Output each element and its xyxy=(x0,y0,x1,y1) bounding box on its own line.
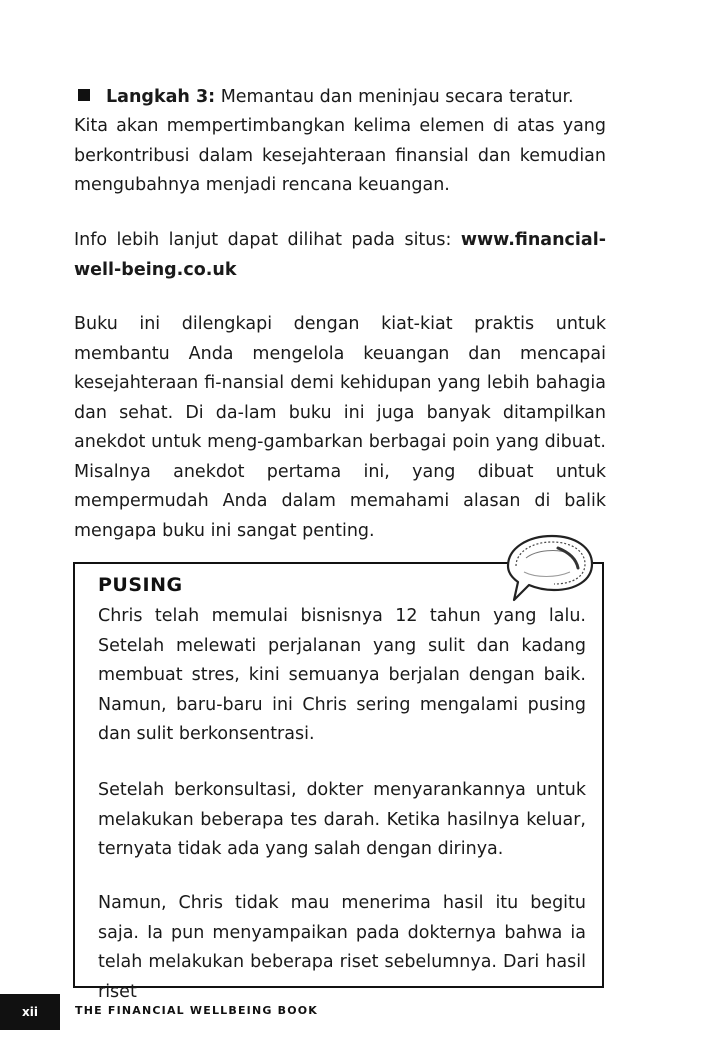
intro-paragraph: Kita akan mempertimbangkan kelima elemen di atas yang berkontribusi dalam kesejahteraan finansial dan kemudian mengubahnya menjadi rencana keuangan. xyxy=(74,116,606,195)
info-paragraph xyxy=(74,226,606,285)
body-paragraph: Buku ini dilengkapi dengan kiat-kiat praktis untuk membantu Anda mengelola keuangan dan mencapai kesejahteraan fi-nansial demi kehidupan yang lebih bahagia dan sehat. Di da-lam buku ini juga banyak ditampilkan anekdot untuk meng-gambarkan berbagai poin yang dibuat. Misalnya anekdot pertama ini, yang dibuat untuk mempermudah Anda dalam memahami alasan di balik mengapa buku ini sangat penting. xyxy=(74,314,606,541)
square-bullet-icon xyxy=(78,89,90,101)
anecdote-box xyxy=(73,562,604,1002)
anecdote-paragraph: Namun, Chris tidak mau menerima hasil itu begitu saja. Ia pun menyampaikan pada dokternya bahwa ia telah melakukan beberapa riset sebelumnya. Dari hasil riset xyxy=(98,893,586,1002)
step-label: Langkah 3: xyxy=(106,87,216,107)
step-text: Memantau dan meninjau secara teratur. xyxy=(215,87,574,107)
info-text: Info lebih lanjut dapat dilihat pada situs: xyxy=(74,230,461,250)
anecdote-title: PUSING xyxy=(98,574,183,596)
speech-bubble-icon xyxy=(496,528,596,606)
page-number: xii xyxy=(0,994,60,1030)
anecdote-paragraph: Chris telah memulai bisnisnya 12 tahun yang lalu. Setelah melewati perjalanan yang sulit dan kadang membuat stres, kini semuanya berjalan dengan baik. Namun, baru-baru ini Chris sering mengalami pusing dan sulit berkonsentrasi. xyxy=(98,606,586,744)
anecdote-paragraph: Setelah berkonsultasi, dokter menyarankannya untuk melakukan beberapa tes darah. Ketika hasilnya keluar, ternyata tidak ada yang salah dengan dirinya. xyxy=(98,780,586,859)
step-heading xyxy=(74,83,606,113)
running-footer-title: THE FINANCIAL WELLBEING BOOK xyxy=(75,1004,319,1017)
website-link[interactable]: www.financial-well-being.co.uk xyxy=(74,230,606,280)
